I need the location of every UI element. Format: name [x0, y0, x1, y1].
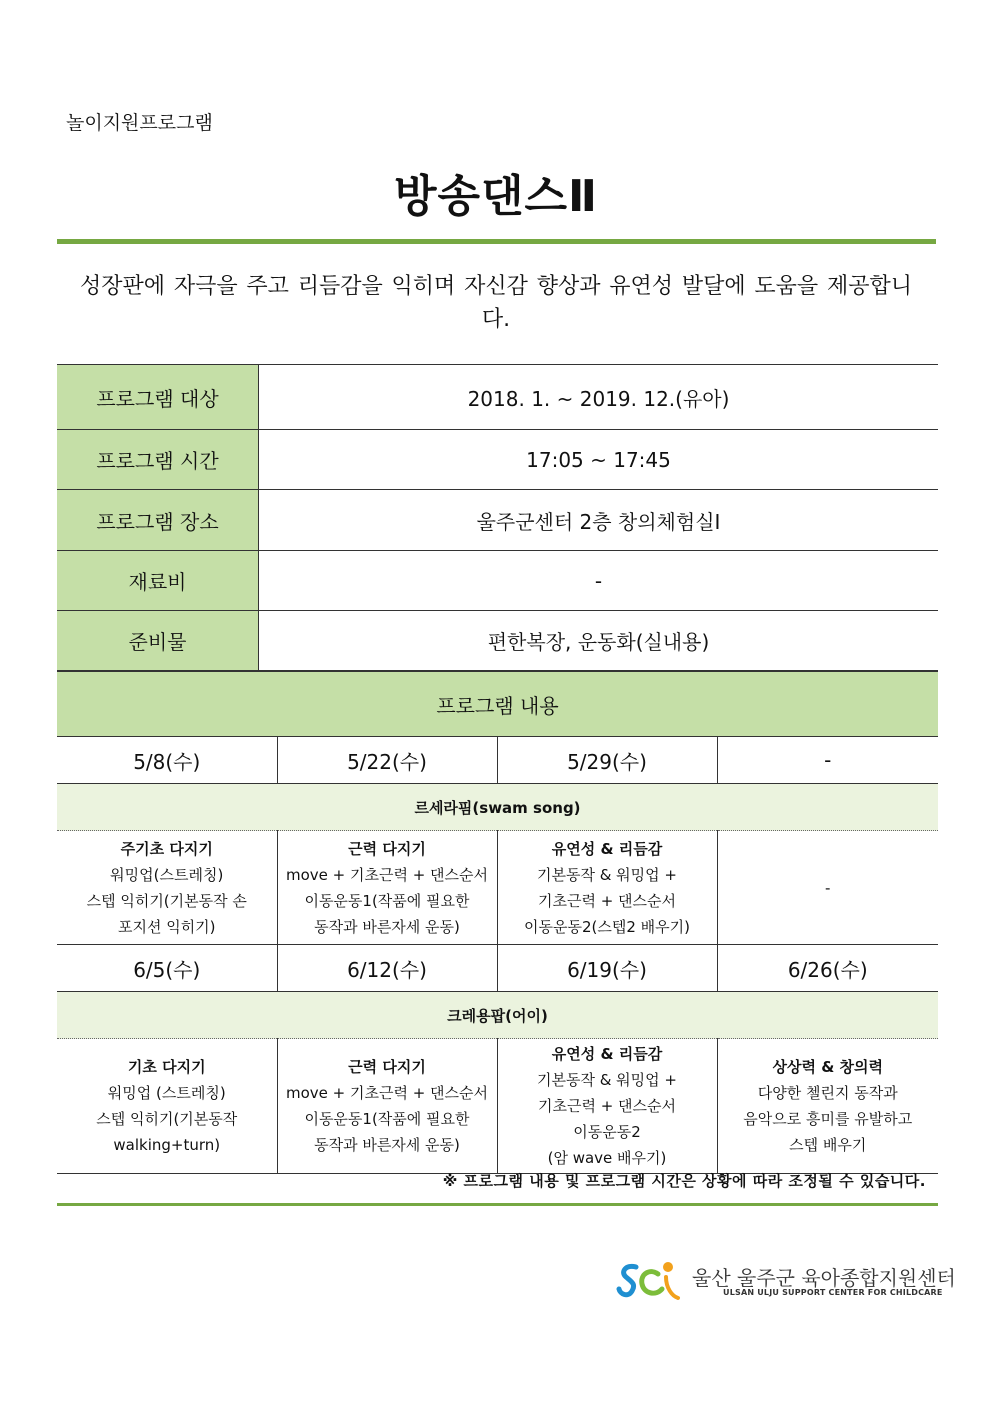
- activity-line: 스텝 익히기(기본동작: [96, 1110, 238, 1128]
- info-value: 17:05 ~ 17:45: [259, 430, 939, 490]
- schedule-table: [57, 736, 938, 1174]
- activity-line: move + 기초근력 + 댄스순서: [285, 865, 489, 884]
- activity-title: 근력 다지기: [348, 839, 426, 858]
- footnote: ※ 프로그램 내용 및 프로그램 시간은 상황에 따라 조정될 수 있습니다.: [442, 1172, 926, 1190]
- info-value: 울주군센터 2층 창의체험실Ⅰ: [259, 490, 939, 551]
- session-date: 5/22(수): [277, 737, 497, 784]
- activity-line: 워밍업 (스트레칭): [107, 1084, 226, 1102]
- session-date: 6/12(수): [277, 945, 497, 992]
- info-label: 프로그램 장소: [57, 490, 259, 551]
- activity-line: 다양한 첼린지 동작과: [757, 1084, 898, 1102]
- center-english-name: ULSAN ULJU SUPPORT CENTER FOR CHILDCARE: [723, 1288, 943, 1297]
- activity-line: 기초근력 + 댄스순서: [537, 891, 677, 910]
- activity-line: walking+turn): [113, 1136, 221, 1154]
- activity-line: 기본동작 & 워밍업 +: [536, 1071, 677, 1089]
- session-date: -: [717, 737, 938, 784]
- activity-line: 동작과 바른자세 운동): [314, 917, 460, 936]
- info-label: 프로그램 대상: [57, 365, 259, 430]
- center-name: 울산 울주군 육아종합지원센터: [692, 1266, 956, 1290]
- info-value: 편한복장, 운동화(실내용): [259, 611, 939, 671]
- activity-line: 포지션 익히기): [117, 917, 216, 936]
- info-label: 프로그램 시간: [57, 430, 259, 490]
- info-row-target: [57, 365, 938, 430]
- activity-line: 스텝 익히기(기본동작 손: [86, 891, 247, 910]
- song-row: [57, 784, 938, 831]
- center-logo: [616, 1258, 956, 1306]
- activity-line: 워밍업(스트레칭): [110, 865, 224, 884]
- date-row: [57, 737, 938, 784]
- activity-title: 주기초 다지기: [120, 839, 213, 858]
- activity-line: 기본동작 & 워밍업 +: [536, 865, 677, 884]
- activity-cell: [57, 1039, 277, 1174]
- activity-cell: [57, 831, 277, 945]
- session-date: 6/5(수): [57, 945, 277, 992]
- program-description: 성장판에 자극을 주고 리듬감을 익히며 자신감 향상과 유연성 발달에 도움을 제공합니다.: [80, 274, 912, 332]
- info-row-time: [57, 430, 938, 490]
- activity-title: 유연성 & 리듬감: [551, 839, 663, 858]
- activity-cell: [497, 1039, 717, 1174]
- session-date: 6/19(수): [497, 945, 717, 992]
- program-category: 놀이지원프로그램: [66, 112, 213, 134]
- activity-row: [57, 831, 938, 945]
- activity-line: 동작과 바른자세 운동): [314, 1136, 460, 1154]
- activity-line: (암 wave 배우기): [547, 1149, 667, 1167]
- activity-title: 근력 다지기: [348, 1058, 426, 1076]
- song-title: 크레용팝(어이): [57, 992, 938, 1039]
- info-row-place: [57, 490, 938, 551]
- center-logo-icon: [616, 1258, 682, 1304]
- activity-cell: [277, 1039, 497, 1174]
- info-value: 2018. 1. ~ 2019. 12.(유아): [259, 365, 939, 430]
- activity-line: 음악으로 흥미를 유발하고: [743, 1110, 913, 1128]
- activity-line: 이동운동2: [573, 1123, 641, 1141]
- date-row: [57, 945, 938, 992]
- activity-cell: [717, 1039, 938, 1174]
- activity-cell: [717, 831, 938, 945]
- page-title: 방송댄스Ⅱ: [394, 171, 598, 222]
- activity-title: 상상력 & 창의력: [772, 1058, 883, 1076]
- activity-line: 스텝 배우기: [789, 1136, 867, 1154]
- session-date: 6/26(수): [717, 945, 938, 992]
- activity-line: 이동운동2(스텝2 배우기): [524, 917, 690, 936]
- activity-row: [57, 1039, 938, 1174]
- activity-title: 기초 다지기: [127, 1058, 206, 1076]
- activity-line: 이동운동1(작품에 필요한: [304, 1110, 470, 1128]
- info-label: 재료비: [57, 551, 259, 611]
- content-header: 프로그램 내용: [57, 671, 938, 736]
- info-row-supplies: [57, 611, 938, 671]
- bottom-green-rule: [57, 1203, 938, 1206]
- info-table: [57, 364, 938, 671]
- top-green-rule: [57, 239, 936, 244]
- activity-cell: [497, 831, 717, 945]
- activity-cell: [277, 831, 497, 945]
- activity-line: 기초근력 + 댄스순서: [537, 1097, 677, 1115]
- song-row: [57, 992, 938, 1039]
- info-label: 준비물: [57, 611, 259, 671]
- activity-title: 유연성 & 리듬감: [551, 1045, 663, 1063]
- info-row-fee: [57, 551, 938, 611]
- session-date: 5/29(수): [497, 737, 717, 784]
- session-date: 5/8(수): [57, 737, 277, 784]
- activity-line: -: [825, 878, 831, 897]
- activity-line: move + 기초근력 + 댄스순서: [285, 1084, 489, 1102]
- activity-line: 이동운동1(작품에 필요한: [304, 891, 470, 910]
- info-value: -: [259, 551, 939, 611]
- song-title: 르세라핌(swam song): [57, 784, 938, 831]
